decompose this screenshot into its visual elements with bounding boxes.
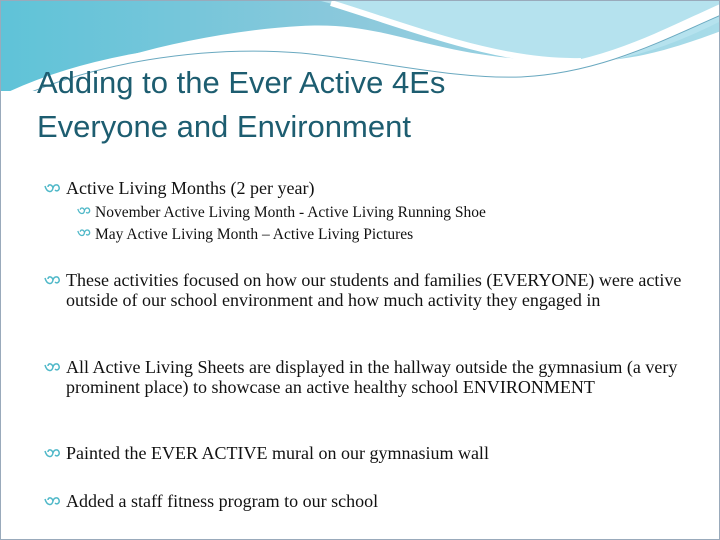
bullet-activities-focused (44, 271, 696, 310)
curl-bullet-icon (77, 206, 92, 216)
bullet-mural (44, 444, 696, 464)
title-line-1: Adding to the Ever Active 4Es (37, 65, 446, 100)
bullet-text: Active Living Months (2 per year) (66, 178, 315, 198)
bullet-staff-fitness (44, 492, 696, 512)
sub-bullet-text: May Active Living Month – Active Living Pictures (95, 226, 414, 243)
curl-bullet-icon (44, 275, 62, 286)
bullet-text: Added a staff fitness program to our school (66, 491, 379, 511)
bullet-sheets-displayed (44, 358, 696, 397)
slide-title (37, 61, 445, 149)
sub-bullet-text: November Active Living Month - Active Living Running Shoe (95, 204, 486, 221)
curl-bullet-icon (77, 228, 92, 238)
sub-bullet-november (77, 203, 486, 223)
bullet-text: Painted the EVER ACTIVE mural on our gymnasium wall (66, 443, 489, 463)
bullet-text: These activities focused on how our students and families (EVERYONE) were active outside of our school environment and how much activity they engaged in (66, 270, 682, 310)
curl-bullet-icon (44, 183, 62, 194)
curl-bullet-icon (44, 496, 62, 507)
curl-bullet-icon (44, 362, 62, 373)
title-line-2: Everyone and Environment (37, 109, 411, 144)
sub-bullet-may (77, 225, 413, 245)
bullet-active-living-months (44, 179, 696, 199)
curl-bullet-icon (44, 448, 62, 459)
bullet-text: All Active Living Sheets are displayed in the hallway outside the gymnasium (a very prominent place) to showcase an active healthy school ENVIRONMENT (66, 357, 678, 397)
